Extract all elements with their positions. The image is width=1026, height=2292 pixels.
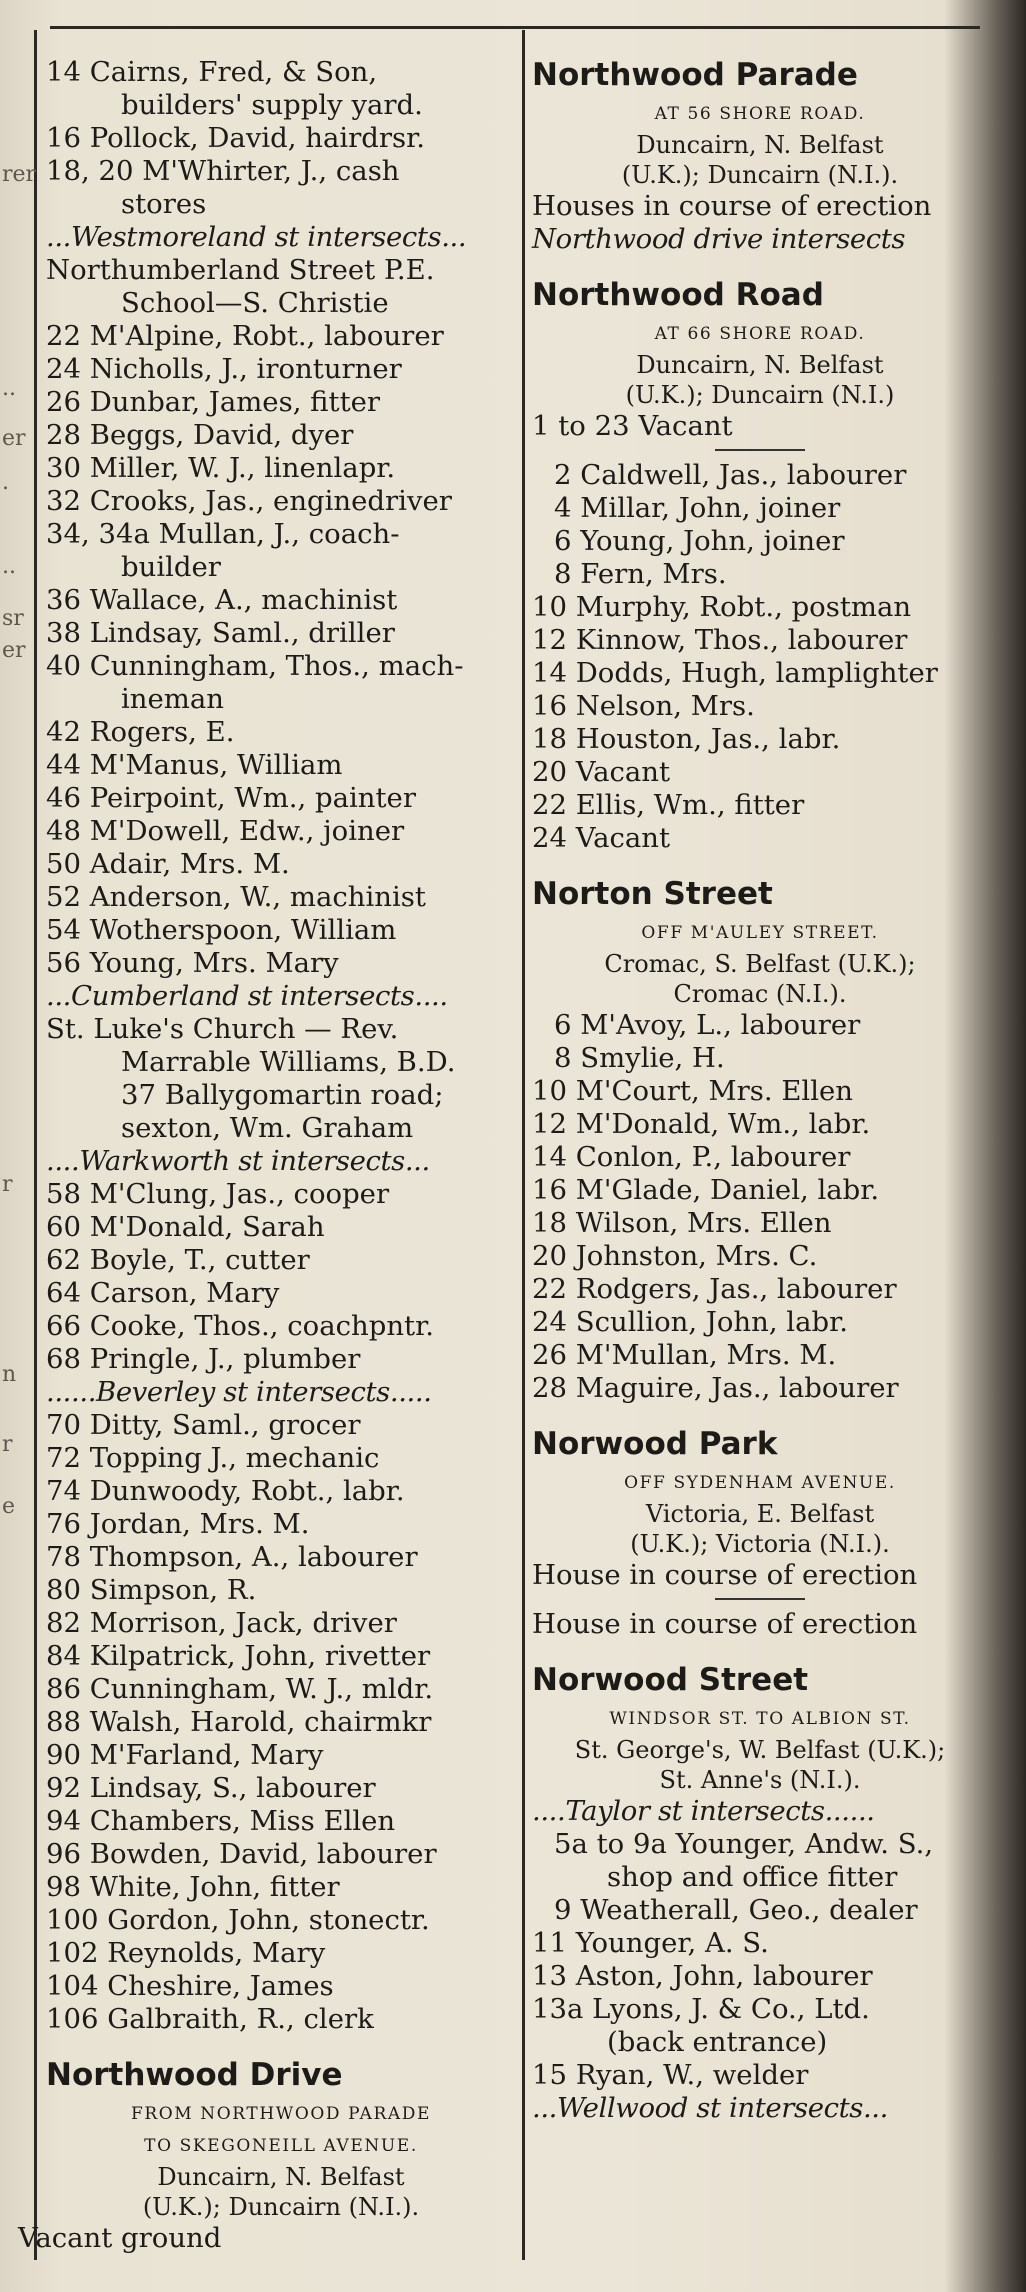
directory-entry: 62 Boyle, T., cutter	[46, 1244, 310, 1276]
directory-entry: 13 Aston, John, labourer	[532, 1960, 873, 1992]
street-location: OFF M'AULEY STREET.	[641, 923, 879, 943]
directory-entry: 30 Miller, W. J., linenlapr.	[46, 452, 396, 484]
directory-entry: 54 Wotherspoon, William	[46, 914, 397, 946]
directory-entry: 12 M'Donald, Wm., labr.	[532, 1108, 871, 1140]
district-line: St. Anne's (N.I.).	[659, 1766, 861, 1794]
directory-entry: 58 M'Clung, Jas., cooper	[46, 1178, 390, 1210]
directory-entry: 78 Thompson, A., labourer	[46, 1541, 418, 1573]
directory-entry: 84 Kilpatrick, John, rivetter	[46, 1640, 431, 1672]
directory-entry: 11 Younger, A. S.	[532, 1927, 769, 1959]
directory-entry: 24 Vacant	[532, 822, 671, 854]
intersection-note: ...Cumberland st intersects....	[46, 980, 448, 1012]
edge-fragment: r	[2, 1432, 13, 1457]
directory-entry: 26 M'Mullan, Mrs. M.	[532, 1339, 837, 1371]
intersection-note: ......Beverley st intersects.....	[46, 1376, 432, 1408]
directory-entry: 20 Vacant	[532, 756, 671, 788]
continuation-line: Marrable Williams, B.D.	[121, 1046, 456, 1078]
district-line: Victoria, E. Belfast	[645, 1500, 875, 1528]
directory-entry: 102 Reynolds, Mary	[46, 1937, 326, 1969]
directory-entry: House in course of erection	[532, 1559, 918, 1591]
district-line: (U.K.); Duncairn (N.I.).	[142, 2193, 420, 2221]
district-line: Cromac, S. Belfast (U.K.);	[604, 950, 916, 978]
street-location: AT 56 SHORE ROAD.	[654, 104, 866, 124]
directory-entry: 72 Topping J., mechanic	[46, 1442, 380, 1474]
continuation-line: sexton, Wm. Graham	[121, 1112, 414, 1144]
directory-entry: 88 Walsh, Harold, chairmkr	[46, 1706, 432, 1738]
edge-fragment: rer	[2, 162, 37, 187]
directory-entry: 94 Chambers, Miss Ellen	[46, 1805, 396, 1837]
section-separator	[715, 449, 805, 451]
street-location: WINDSOR ST. TO ALBION ST.	[609, 1709, 911, 1729]
intersection-note: ....Warkworth st intersects...	[46, 1145, 430, 1177]
directory-entry: 15 Ryan, W., welder	[532, 2059, 809, 2091]
right-column	[532, 52, 988, 2125]
directory-entry: 14 Conlon, P., labourer	[532, 1141, 851, 1173]
spacer	[46, 2036, 516, 2052]
continuation-line: builders' supply yard.	[121, 89, 423, 121]
directory-entry: 56 Young, Mrs. Mary	[46, 947, 339, 979]
directory-entry: Houses in course of erection	[532, 190, 932, 222]
directory-entry: 52 Anderson, W., machinist	[46, 881, 426, 913]
continuation-line: School—S. Christie	[121, 287, 389, 319]
edge-fragment: ..	[2, 376, 16, 401]
street-heading: Norwood Park	[532, 1426, 778, 1462]
directory-entry: 18 Houston, Jas., labr.	[532, 723, 841, 755]
spacer	[532, 855, 988, 871]
directory-entry: 40 Cunningham, Thos., mach-	[46, 650, 464, 682]
edge-fragment: ..	[2, 554, 16, 579]
intersection-note: ...Wellwood st intersects...	[532, 2092, 888, 2124]
directory-entry: 104 Cheshire, James	[46, 1970, 334, 2002]
directory-entry: 44 M'Manus, William	[46, 749, 343, 781]
directory-entry: 66 Cooke, Thos., coachpntr.	[46, 1310, 434, 1342]
directory-entry: 16 M'Glade, Daniel, labr.	[532, 1174, 880, 1206]
directory-entry: 76 Jordan, Mrs. M.	[46, 1508, 310, 1540]
street-heading: Northwood Drive	[46, 2057, 343, 2093]
street-heading: Norwood Street	[532, 1662, 809, 1698]
directory-entry: 106 Galbraith, R., clerk	[46, 2003, 374, 2035]
continuation-line: shop and office fitter	[607, 1861, 898, 1893]
spacer	[532, 1641, 988, 1657]
directory-entry: 92 Lindsay, S., labourer	[46, 1772, 376, 1804]
directory-entry: 28 Beggs, David, dyer	[46, 419, 354, 451]
street-heading: Northwood Parade	[532, 57, 858, 93]
directory-entry: 20 Johnston, Mrs. C.	[532, 1240, 818, 1272]
directory-entry: 100 Gordon, John, stonectr.	[46, 1904, 430, 1936]
directory-entry: 24 Nicholls, J., ironturner	[46, 353, 402, 385]
directory-entry: 6 Young, John, joiner	[554, 525, 845, 557]
directory-entry: 4 Millar, John, joiner	[554, 492, 841, 524]
continuation-line: (back entrance)	[607, 2026, 828, 2058]
directory-entry: 96 Bowden, David, labourer	[46, 1838, 437, 1870]
directory-entry: 64 Carson, Mary	[46, 1277, 280, 1309]
edge-fragment: e	[2, 1494, 16, 1519]
directory-entry: 14 Cairns, Fred, & Son,	[46, 56, 378, 88]
directory-entry: 5a to 9a Younger, Andw. S.,	[554, 1828, 934, 1860]
directory-entry: 16 Nelson, Mrs.	[532, 690, 755, 722]
directory-entry: 26 Dunbar, James, fitter	[46, 386, 381, 418]
vacant-note: Vacant ground	[18, 2222, 222, 2254]
edge-fragment: er	[2, 426, 26, 451]
directory-entry: 68 Pringle, J., plumber	[46, 1343, 361, 1375]
continuation-line: 37 Ballygomartin road;	[121, 1079, 444, 1111]
directory-entry: 2 Caldwell, Jas., labourer	[554, 459, 907, 491]
directory-entry: 22 Ellis, Wm., fitter	[532, 789, 805, 821]
edge-fragment: er	[2, 638, 26, 663]
directory-entry: 18, 20 M'Whirter, J., cash	[46, 155, 400, 187]
spacer	[532, 1405, 988, 1421]
directory-entry: 22 M'Alpine, Robt., labourer	[46, 320, 444, 352]
directory-entry: 10 Murphy, Robt., postman	[532, 591, 912, 623]
continuation-line: stores	[121, 188, 207, 220]
directory-entry: 80 Simpson, R.	[46, 1574, 257, 1606]
directory-entry: 46 Peirpoint, Wm., painter	[46, 782, 416, 814]
directory-entry: 12 Kinnow, Thos., labourer	[532, 624, 908, 656]
intersection-note: Northwood drive intersects	[532, 223, 906, 255]
directory-entry: Northumberland Street P.E.	[46, 254, 435, 286]
directory-entry: 42 Rogers, E.	[46, 716, 235, 748]
edge-fragment: .	[2, 470, 9, 495]
section-separator	[715, 1598, 805, 1600]
directory-entry: 50 Adair, Mrs. M.	[46, 848, 290, 880]
street-heading: Norton Street	[532, 876, 773, 912]
directory-entry: 24 Scullion, John, labr.	[532, 1306, 848, 1338]
directory-entry: House in course of erection	[532, 1608, 918, 1640]
street-location: FROM NORTHWOOD PARADE	[130, 2104, 432, 2124]
edge-fragment: sr	[2, 606, 24, 631]
directory-entry: 34, 34a Mullan, J., coach-	[46, 518, 400, 550]
district-line: Duncairn, N. Belfast	[636, 131, 884, 159]
directory-entry: 74 Dunwoody, Robt., labr.	[46, 1475, 405, 1507]
directory-entry: 90 M'Farland, Mary	[46, 1739, 324, 1771]
directory-entry: 14 Dodds, Hugh, lamplighter	[532, 657, 938, 689]
left-margin-rule	[34, 30, 37, 2260]
district-line: Duncairn, N. Belfast	[157, 2163, 405, 2191]
directory-entry: St. Luke's Church — Rev.	[46, 1013, 399, 1045]
street-location: OFF SYDENHAM AVENUE.	[624, 1473, 896, 1493]
district-line: Duncairn, N. Belfast	[636, 351, 884, 379]
directory-entry: 82 Morrison, Jack, driver	[46, 1607, 397, 1639]
directory-entry: 28 Maguire, Jas., labourer	[532, 1372, 899, 1404]
directory-entry: 98 White, John, fitter	[46, 1871, 340, 1903]
edge-fragment: r	[2, 1172, 13, 1197]
edge-fragment: n	[2, 1362, 17, 1387]
directory-entry: 18 Wilson, Mrs. Ellen	[532, 1207, 832, 1239]
directory-entry: 9 Weatherall, Geo., dealer	[554, 1894, 918, 1926]
district-line: (U.K.); Victoria (N.I.).	[630, 1530, 890, 1558]
district-line: Cromac (N.I.).	[673, 980, 847, 1008]
directory-entry: 70 Ditty, Saml., grocer	[46, 1409, 361, 1441]
street-location: TO SKEGONEILL AVENUE.	[144, 2136, 418, 2156]
directory-entry: 32 Crooks, Jas., enginedriver	[46, 485, 452, 517]
directory-entry: 8 Smylie, H.	[554, 1042, 725, 1074]
continuation-line: builder	[121, 551, 221, 583]
intersection-note: ...Westmoreland st intersects...	[46, 221, 467, 253]
directory-entry: 16 Pollock, David, hairdrsr.	[46, 122, 426, 154]
directory-entry: 86 Cunningham, W. J., mldr.	[46, 1673, 434, 1705]
directory-entry: 60 M'Donald, Sarah	[46, 1211, 325, 1243]
street-location: AT 66 SHORE ROAD.	[654, 324, 866, 344]
directory-entry: 22 Rodgers, Jas., labourer	[532, 1273, 897, 1305]
left-column	[18, 56, 516, 2255]
district-line: (U.K.); Duncairn (N.I.)	[625, 381, 895, 409]
intersection-note: ....Taylor st intersects......	[532, 1795, 875, 1827]
directory-entry: 38 Lindsay, Saml., driller	[46, 617, 395, 649]
spacer	[532, 256, 988, 272]
directory-entry: 8 Fern, Mrs.	[554, 558, 727, 590]
directory-entry: 48 M'Dowell, Edw., joiner	[46, 815, 405, 847]
directory-entry: 1 to 23 Vacant	[532, 410, 733, 442]
directory-entry: 6 M'Avoy, L., labourer	[554, 1009, 861, 1041]
directory-entry: 13a Lyons, J. & Co., Ltd.	[532, 1993, 870, 2025]
column-divider-rule	[522, 30, 525, 2260]
street-heading: Northwood Road	[532, 277, 824, 313]
continuation-line: ineman	[121, 683, 224, 715]
top-rule	[50, 26, 980, 29]
directory-entry: 10 M'Court, Mrs. Ellen	[532, 1075, 853, 1107]
district-line: (U.K.); Duncairn (N.I.).	[621, 161, 899, 189]
district-line: St. George's, W. Belfast (U.K.);	[574, 1736, 946, 1764]
directory-entry: 36 Wallace, A., machinist	[46, 584, 398, 616]
